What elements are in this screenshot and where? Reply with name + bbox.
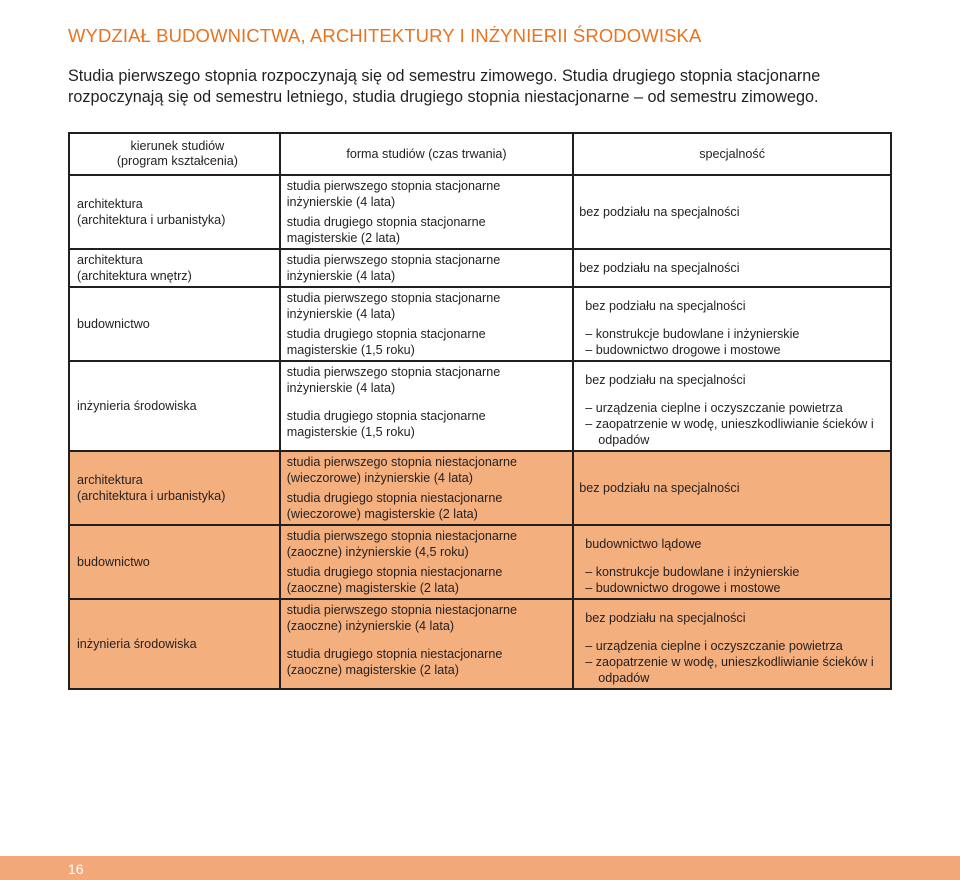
specjalnosc-cell: bez podziału na specjalności [573, 175, 891, 249]
forma-cell: studia pierwszego stopnia niestacjonarne (wieczorowe) inżynierskie (4 lata) studia drugiego stopnia niestacjonarne (wieczorowe) magisterskie (2 lata) [280, 451, 573, 525]
kierunek-cell: budownictwo [69, 287, 280, 361]
header-kierunek: kierunek studiów (program kształcenia) [69, 133, 280, 175]
forma-cell: studia pierwszego stopnia stacjonarne inżynierskie (4 lata) studia drugiego stopnia stacjonarne magisterskie (1,5 roku) [280, 287, 573, 361]
table-row [69, 451, 891, 525]
specjalnosc-cell: bez podziału na specjalności – konstrukcje budowlane i inżynierskie – budownictwo drogowe i mostowe [573, 287, 891, 361]
kierunek-cell: architektura (architektura i urbanistyka) [69, 451, 280, 525]
kierunek-cell: inżynieria środowiska [69, 361, 280, 451]
kierunek-cell: budownictwo [69, 525, 280, 599]
table-row [69, 599, 891, 689]
specjalnosc-cell: budownictwo lądowe – konstrukcje budowlane i inżynierskie – budownictwo drogowe i mostowe [573, 525, 891, 599]
intro-paragraph: Studia pierwszego stopnia rozpoczynają się od semestru zimowego. Studia drugiego stopnia stacjonarne rozpoczynają się od semestru letniego, studia drugiego stopnia niestacjonarne – od semestru zimowego. [68, 67, 821, 106]
forma-cell: studia pierwszego stopnia niestacjonarne (zaoczne) inżynierskie (4 lata) studia drugiego stopnia niestacjonarne (zaoczne) magisterskie (2 lata) [280, 599, 573, 689]
forma-cell: studia pierwszego stopnia niestacjonarne (zaoczne) inżynierskie (4,5 roku) studia drugiego stopnia niestacjonarne (zaoczne) magisterskie (2 lata) [280, 525, 573, 599]
table-row [69, 249, 891, 287]
specjalnosc-cell: bez podziału na specjalności [573, 451, 891, 525]
forma-cell: studia pierwszego stopnia stacjonarne inżynierskie (4 lata) [280, 249, 573, 287]
kierunek-cell: architektura (architektura i urbanistyka) [69, 175, 280, 249]
kierunek-cell: architektura (architektura wnętrz) [69, 249, 280, 287]
page-title: WYDZIAŁ BUDOWNICTWA, ARCHITEKTURY I INŻYNIERII ŚRODOWISKA [68, 25, 702, 46]
forma-cell: studia pierwszego stopnia stacjonarne inżynierskie (4 lata) studia drugiego stopnia stacjonarne magisterskie (2 lata) [280, 175, 573, 249]
forma-cell: studia pierwszego stopnia stacjonarne inżynierskie (4 lata) studia drugiego stopnia stacjonarne magisterskie (1,5 roku) [280, 361, 573, 451]
table-header-row [69, 133, 891, 175]
specjalnosc-cell: bez podziału na specjalności [573, 249, 891, 287]
page-number: 16 [68, 861, 84, 877]
table-row [69, 361, 891, 451]
header-forma: forma studiów (czas trwania) [280, 133, 573, 175]
specjalnosc-cell: bez podziału na specjalności – urządzenia cieplne i oczyszczanie powietrza – zaopatrzenie w wodę, unieszkodliwianie ścieków i odpadów [573, 361, 891, 451]
table-row [69, 175, 891, 249]
table-row [69, 525, 891, 599]
programs-table [68, 132, 892, 690]
kierunek-cell: inżynieria środowiska [69, 599, 280, 689]
header-specjalnosc: specjalność [573, 133, 891, 175]
footer-bar [0, 856, 960, 880]
table-row [69, 287, 891, 361]
specjalnosc-cell: bez podziału na specjalności – urządzenia cieplne i oczyszczanie powietrza – zaopatrzenie w wodę, unieszkodliwianie ścieków i odpadów [573, 599, 891, 689]
